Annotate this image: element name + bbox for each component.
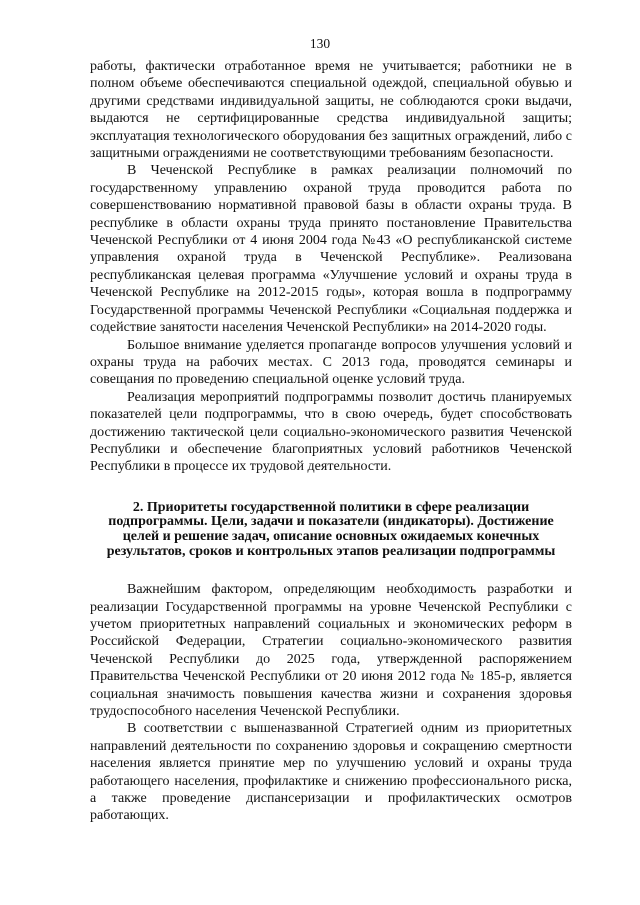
page-content [90,58,572,825]
paragraph-intro-2: В Чеченской Республике в рамках реализации полномочий по государственному управлению охраной труда проводится работа по совершенствованию нормативной правовой базы в области охраны труда. В республике в области охраны труда принято постановление Правительства Чеченской Республики от 4 июня 2004 года №43 «О республиканской системе управления охраной труда в Чеченской Республике». Реализована республиканская целевая программа «Улучшение условий и охраны труда в Чеченской Республике на 2012-2015 годы», которая вошла в подпрограмму Государственной программы Чеченской Республики «Социальная поддержка и содействие занятости населения Чеченской Республики» на 2014-2020 годы. [90,163,572,336]
paragraph-section-1: Важнейшим фактором, определяющим необходимость разработки и реализации Государственной программы на уровне Чеченской Республики с учетом приоритетных направлений социальных и экономических реформ в Российской Федерации, Стратегии социально-экономического развития Чеченской Республики до 2025 года, утвержденной распоряжением Правительства Чеченской Республики от 20 июня 2012 года № 185-р, является социальная значимость повышения качества жизни и сохранения здоровья трудоспособного населения Чеченской Республики. [90,582,572,719]
page-number: 130 [309,36,331,51]
paragraph-intro-3: Большое внимание уделяется пропаганде вопросов улучшения условий и охраны труда на рабочих местах. С 2013 года, проводятся семинары и совещания по проведению специальной оценке условий труда. [90,337,572,388]
paragraph-intro-4: Реализация мероприятий подпрограммы позволит достичь планируемых показателей цели подпрограммы, что в свою очередь, будет способствовать достижению тактической цели социально-экономического развития Чеченской Республики и обеспечение благоприятных условий работников Чеченской Республики в процессе их трудовой деятельности. [90,389,572,475]
section-heading: 2. Приоритеты государственной политики в сфере реализации подпрограммы. Цели, задачи и показатели (индикаторы). Достижение целей и решение задач, описание основных ожидаемых конечных результатов, сроков и контрольных этапов реализации подпрограммы [106,499,556,559]
paragraph-intro-1: работы, фактически отработанное время не учитывается; работники не в полном объеме обеспечиваются специальной одеждой, специальной обувью и другими средствами индивидуальной защиты, не соблюдаются сроки выдачи, выдаются не сертифицированные средства индивидуальной защиты; эксплуатация технологического оборудования без защитных ограждений, либо с защитными ограждениями не соответствующими требованиям безопасности. [90,59,572,162]
paragraph-section-2: В соответствии с вышеназванной Стратегией одним из приоритетных направлений деятельности по сохранению здоровья и сокращению смертности населения является принятие мер по улучшению условий и охраны труда работающего населения, профилактике и снижению профессионального риска, а также проведение диспансеризации и профилактических осмотров работающих. [90,721,572,824]
